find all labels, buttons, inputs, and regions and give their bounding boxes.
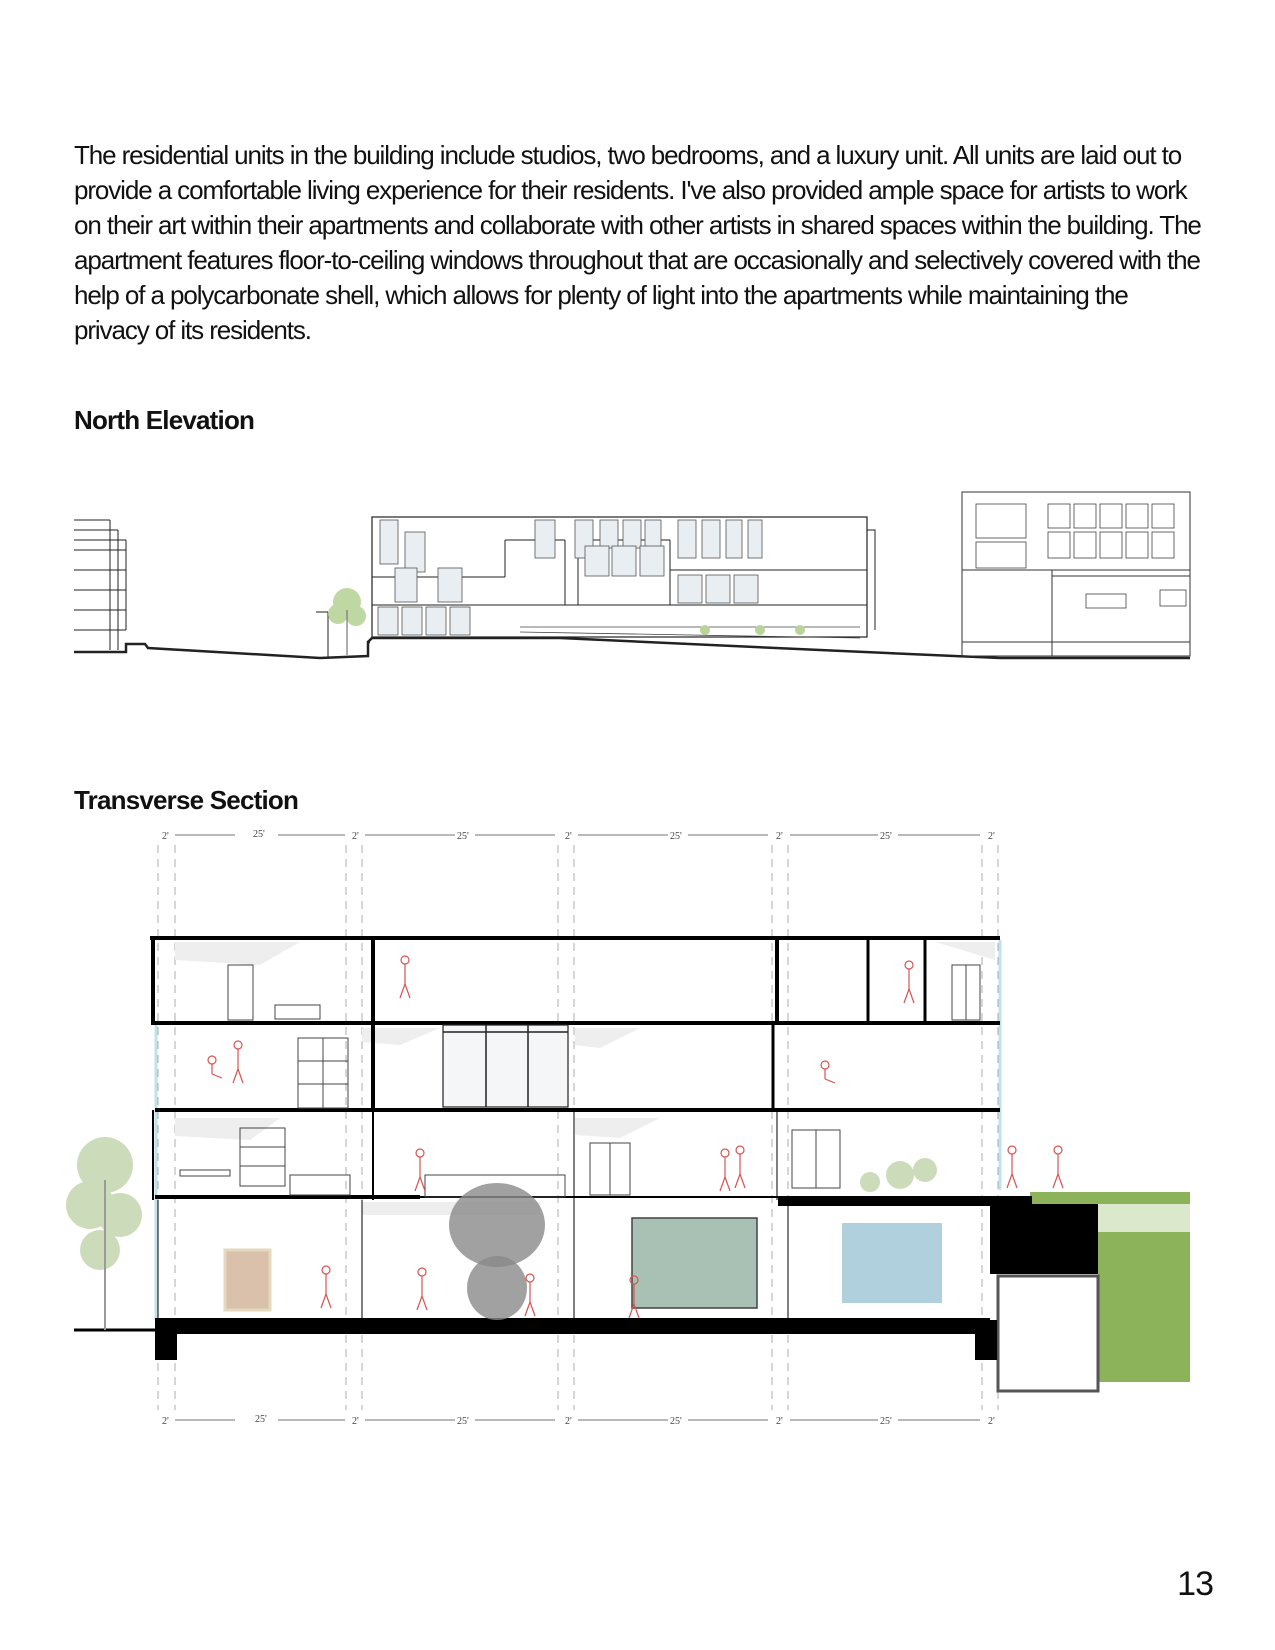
dim-label: 2' (565, 831, 572, 842)
dim-label: 2' (162, 831, 169, 842)
north-elevation-heading: North Elevation (74, 405, 255, 435)
dim-label: 25' (880, 831, 892, 842)
dim-label: 25' (457, 1416, 469, 1427)
page-number: 13 (1177, 1565, 1213, 1603)
transverse-section-drawing (0, 820, 1275, 1460)
dim-label: 2' (776, 1416, 783, 1427)
dim-label: 2' (776, 831, 783, 842)
dim-label: 25' (880, 1416, 892, 1427)
dim-label: 2' (988, 1416, 995, 1427)
dim-label: 2' (988, 831, 995, 842)
dim-label: 2' (352, 831, 359, 842)
dim-label: 2' (565, 1416, 572, 1427)
dim-label: 2' (352, 1416, 359, 1427)
dim-label: 2' (162, 1416, 169, 1427)
dim-label: 25' (255, 1414, 267, 1425)
dim-label: 25' (670, 1416, 682, 1427)
intro-paragraph: The residential units in the building include studios, two bedrooms, and a luxury unit. All units are laid out to provide a comfortable living experience for their residents. I've also provided ample space for artists to work on their art within their apartments and collaborate with other artists in shared spaces within the building. The apartment features floor-to-ceiling windows throughout that are occasionally and selectively covered with the help of a polycarbonate shell, which allows for plenty of light into the apartments while maintaining the privacy of its residents. (74, 140, 1201, 345)
dim-label: 25' (670, 831, 682, 842)
north-elevation-drawing (0, 480, 1275, 680)
dim-label: 25' (253, 829, 265, 840)
dim-label: 25' (457, 831, 469, 842)
transverse-section-heading: Transverse Section (74, 785, 299, 815)
